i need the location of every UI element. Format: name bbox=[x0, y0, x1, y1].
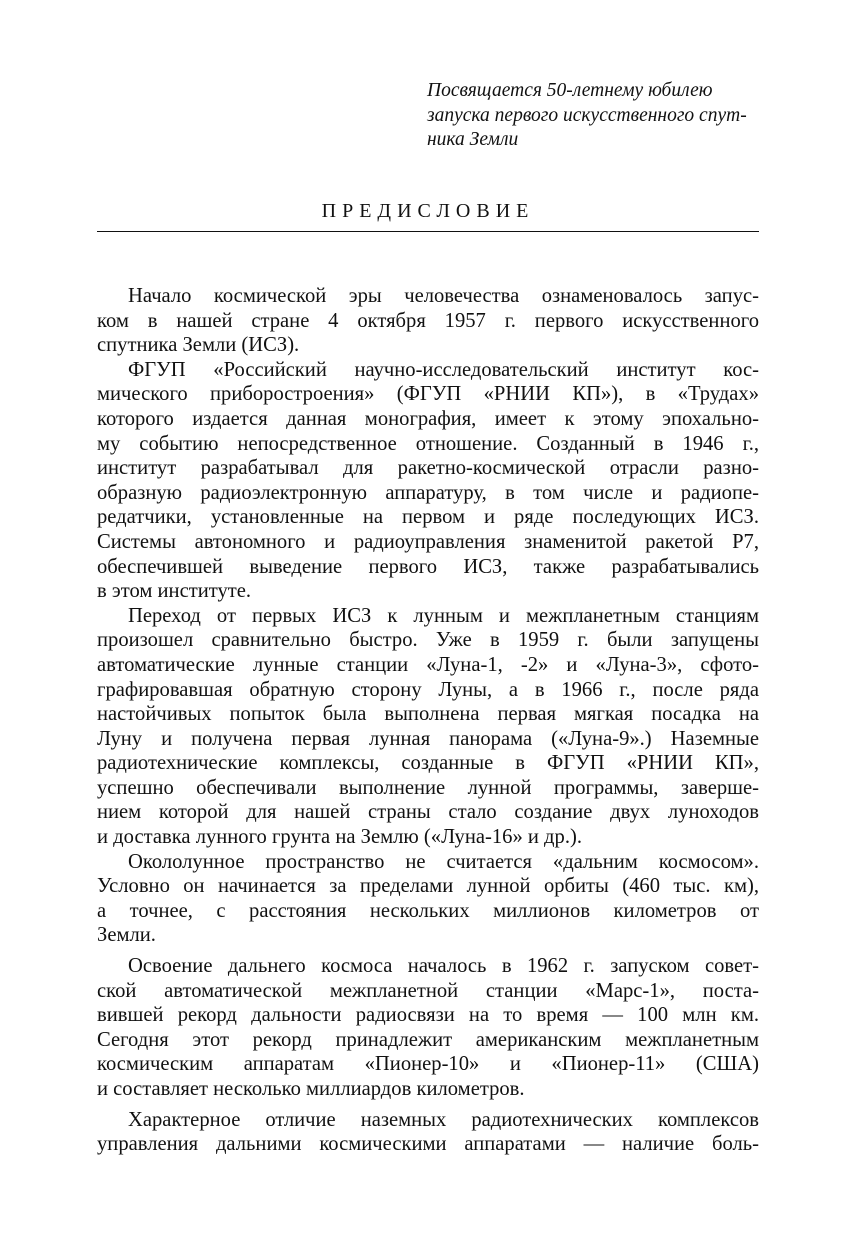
text-line: обеспечившей выведение первого ИСЗ, также разрабатывались bbox=[97, 555, 759, 578]
text-line: ком в нашей стране 4 октября 1957 г. первого искусственного bbox=[97, 309, 759, 332]
text-line: а точнее, с расстояния нескольких миллионов километров от bbox=[97, 899, 759, 922]
text-line: Условно он начинается за пределами лунной орбиты (460 тыс. км), bbox=[97, 875, 759, 898]
text-line: космическим аппаратам «Пионер-10» и «Пионер-11» (США) bbox=[97, 1053, 759, 1076]
text-line: настойчивых попыток была выполнена первая мягкая посадка на bbox=[97, 703, 759, 726]
text-line: успешно обеспечивали выполнение лунной программы, заверше- bbox=[97, 776, 759, 799]
epigraph-line: ника Земли bbox=[427, 129, 519, 150]
text-line: Сегодня этот рекорд принадлежит американским межпланетным bbox=[97, 1028, 759, 1051]
epigraph-line: запуска первого искусственного спут- bbox=[427, 104, 747, 126]
text-line: вившей рекорд дальности радиосвязи на то время — 100 млн км. bbox=[97, 1004, 759, 1027]
text-line: управления дальними космическими аппаратами — наличие боль- bbox=[97, 1133, 759, 1156]
text-line: которого издается данная монография, имеет к этому эпохально- bbox=[97, 407, 759, 430]
text-line: образную радиоэлектронную аппаратуру, в том числе и радиопе- bbox=[97, 481, 759, 504]
text-line: радиотехнические комплексы, созданные в ФГУП «РНИИ КП», bbox=[97, 752, 759, 775]
text-line: институт разрабатывал для ракетно-космической отрасли разно- bbox=[97, 457, 759, 480]
text-line: Земли. bbox=[97, 924, 156, 947]
text-line: Луну и получена первая лунная панорама («Луна-9».) Наземные bbox=[97, 727, 759, 750]
text-line: Окололунное пространство не считается «дальним космосом». bbox=[128, 850, 759, 873]
text-line: и доставка лунного грунта на Землю («Луна-16» и др.). bbox=[97, 826, 582, 849]
text-line: мического приборостроения» (ФГУП «РНИИ КП»), в «Трудах» bbox=[97, 383, 759, 406]
text-line: Начало космической эры человечества ознаменовалось запус- bbox=[128, 285, 759, 307]
text-line: и составляет несколько миллиардов километров. bbox=[97, 1078, 525, 1100]
section-title: ПРЕДИСЛОВИЕ bbox=[321, 200, 535, 222]
text-line: автоматические лунные станции «Луна-1, -2» и «Луна-3», сфото- bbox=[97, 653, 759, 676]
text-line: редатчики, установленные на первом и ряде последующих ИСЗ. bbox=[97, 506, 759, 529]
text-line: графировавшая обратную сторону Луны, а в 1966 г., после ряда bbox=[97, 678, 759, 701]
text-line: ФГУП «Российский научно-исследовательский институт кос- bbox=[128, 358, 759, 381]
text-line: произошел сравнительно быстро. Уже в 1959 г. были запущены bbox=[97, 629, 759, 652]
body-text bbox=[97, 284, 759, 1157]
epigraph-line: Посвящается 50-летнему юбилею bbox=[427, 80, 713, 101]
title-rule bbox=[97, 231, 759, 232]
text-line: в этом институте. bbox=[97, 580, 252, 603]
text-line: ской автоматической межпланетной станции «Марс-1», поста- bbox=[97, 979, 759, 1002]
text-line: спутника Земли (ИСЗ). bbox=[97, 334, 300, 357]
text-line: му событию непосредственное отношение. Созданный в 1946 г., bbox=[97, 432, 759, 455]
text-line: Характерное отличие наземных радиотехнических комплексов bbox=[128, 1108, 759, 1131]
text-line: Освоение дальнего космоса началось в 1962 г. запуском совет- bbox=[128, 955, 759, 978]
text-line: Переход от первых ИСЗ к лунным и межпланетным станциям bbox=[128, 604, 759, 627]
text-line: нием которой для нашей страны стало создание двух луноходов bbox=[97, 801, 759, 824]
text-line: Системы автономного и радиоуправления знаменитой ракетой Р7, bbox=[97, 530, 759, 553]
epigraph bbox=[427, 79, 762, 153]
